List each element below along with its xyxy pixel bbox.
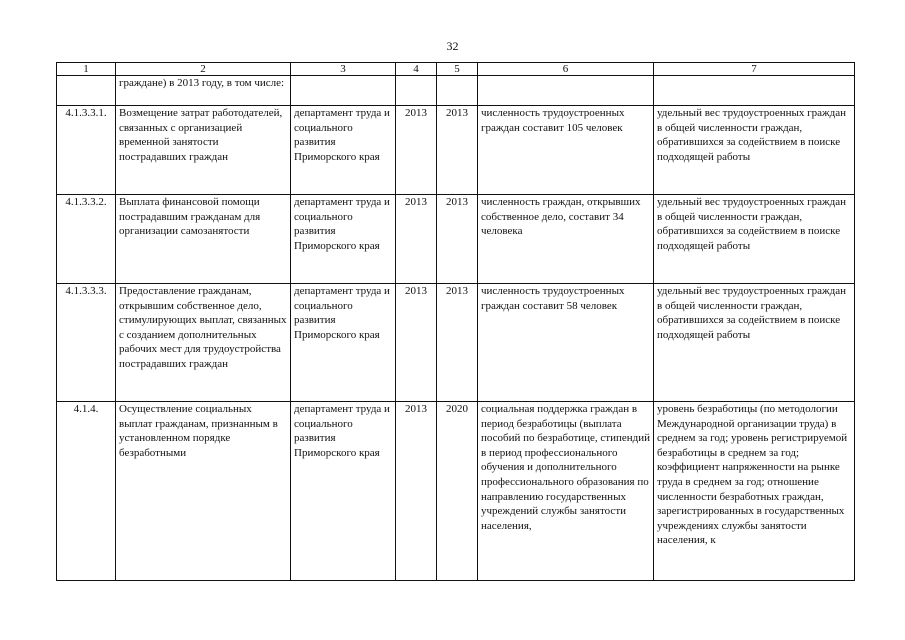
column-header: 2: [116, 63, 291, 76]
column-header: 5: [437, 63, 478, 76]
row-start-year: 2013: [396, 284, 437, 402]
measures-table: [56, 62, 855, 581]
row-indicator: удельный вес трудоустроенных граждан в общей численности граждан, обратившихся за содействием в поиске подходящей работы: [654, 284, 855, 402]
row-indicator: удельный вес трудоустроенных граждан в общей численности граждан, обратившихся за содействием в поиске подходящей работы: [654, 106, 855, 195]
table-row: [57, 106, 855, 195]
row-end-year: 2013: [437, 284, 478, 402]
row-indicator: уровень безработицы (по методологии Международной организации труда) в среднем за год; уровень регистрируемой безработицы в среднем за год; коэффициент напряженности на рынке труда в среднем за год; отношение численности безработных граждан, зарегистрированных в государственных учреждениях службы занятости населения, к: [654, 402, 855, 581]
column-number-row: [57, 63, 855, 76]
row-expected-result: социальная поддержка граждан в период безработицы (выплата пособий по безработице, стипендий в период профессионального обучения и дополнительного профессионального образования по направлению государственных учреждений службы занятости населения,: [478, 402, 654, 581]
row-executor: департамент труда и социального развития Приморского края: [291, 284, 396, 402]
row-measure-name: Выплата финансовой помощи пострадавшим гражданам для организации самозанятости: [116, 195, 291, 284]
column-header: 1: [57, 63, 116, 76]
row-executor: [291, 76, 396, 106]
table-row: [57, 76, 855, 106]
table-row: [57, 284, 855, 402]
column-header: 4: [396, 63, 437, 76]
row-executor: департамент труда и социального развития Приморского края: [291, 106, 396, 195]
row-expected-result: численность граждан, открывших собственное дело, составит 34 человека: [478, 195, 654, 284]
row-expected-result: численность трудоустроенных граждан составит 105 человек: [478, 106, 654, 195]
row-end-year: [437, 76, 478, 106]
row-executor: департамент труда и социального развития Приморского края: [291, 195, 396, 284]
row-start-year: [396, 76, 437, 106]
row-code: 4.1.4.: [57, 402, 116, 581]
row-indicator: [654, 76, 855, 106]
row-measure-name: граждане) в 2013 году, в том числе:: [116, 76, 291, 106]
row-start-year: 2013: [396, 106, 437, 195]
row-code: 4.1.3.3.1.: [57, 106, 116, 195]
column-header: 3: [291, 63, 396, 76]
row-end-year: 2013: [437, 106, 478, 195]
column-header: 7: [654, 63, 855, 76]
row-end-year: 2020: [437, 402, 478, 581]
row-code: [57, 76, 116, 106]
row-code: 4.1.3.3.3.: [57, 284, 116, 402]
row-measure-name: Возмещение затрат работодателей, связанных с организацией временной занятости пострадавших граждан: [116, 106, 291, 195]
row-start-year: 2013: [396, 402, 437, 581]
table-row: [57, 402, 855, 581]
row-measure-name: Осуществление социальных выплат гражданам, признанным в установленном порядке безработными: [116, 402, 291, 581]
page-number: 32: [446, 39, 459, 53]
row-expected-result: численность трудоустроенных граждан составит 58 человек: [478, 284, 654, 402]
row-expected-result: [478, 76, 654, 106]
column-header: 6: [478, 63, 654, 76]
table-row: [57, 195, 855, 284]
row-start-year: 2013: [396, 195, 437, 284]
row-end-year: 2013: [437, 195, 478, 284]
row-indicator: удельный вес трудоустроенных граждан в общей численности граждан, обратившихся за содействием в поиске подходящей работы: [654, 195, 855, 284]
row-code: 4.1.3.3.2.: [57, 195, 116, 284]
row-measure-name: Предоставление гражданам, открывшим собственное дело, стимулирующих выплат, связанных с созданием дополнительных рабочих мест для трудоустройства пострадавших граждан: [116, 284, 291, 402]
row-executor: департамент труда и социального развития Приморского края: [291, 402, 396, 581]
